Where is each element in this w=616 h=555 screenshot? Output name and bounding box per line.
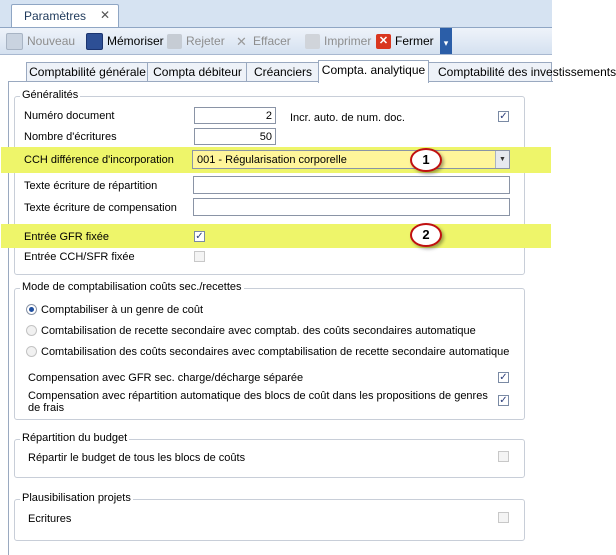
save-button[interactable] xyxy=(86,31,164,51)
radio-genre-cout[interactable] xyxy=(26,304,37,315)
print-button[interactable] xyxy=(305,31,371,51)
save-button-label: Mémoriser xyxy=(107,34,164,48)
repartir-budget-checkbox[interactable] xyxy=(498,451,509,462)
cch-difference-select[interactable] xyxy=(192,150,510,169)
compensation-repartition-label: Compensation avec répartition automatique des blocs de coût dans les propositions de genres de frais xyxy=(28,390,488,414)
compensation-repartition-checkbox[interactable]: ✓ xyxy=(499,395,508,406)
toolbar-overflow-button[interactable]: ▾ xyxy=(440,28,452,54)
delete-icon: ✕ xyxy=(236,33,247,49)
close-icon[interactable]: ✕ xyxy=(100,8,111,22)
cch-difference-label: CCH différence d'incorporation xyxy=(24,154,174,166)
radio-genre-cout-label: Comptabiliser à un genre de coût xyxy=(41,304,204,316)
texte-compensation-label: Texte écriture de compensation xyxy=(24,202,177,214)
reject-button-label: Rejeter xyxy=(186,34,225,48)
reject-icon xyxy=(167,34,182,49)
ecritures-label: Ecritures xyxy=(28,513,72,525)
compensation-gfr-label: Compensation avec GFR sec. charge/décharge séparée xyxy=(28,372,304,384)
numero-document-field[interactable]: 2 xyxy=(194,107,276,124)
nombre-ecritures-label: Nombre d'écritures xyxy=(24,131,117,143)
radio-recette-secondaire-label: Comtabilisation de recette secondaire avec comptab. des coûts secondaires automatique xyxy=(41,325,476,337)
plausibilisation-group xyxy=(14,499,525,541)
repartir-budget-label: Répartir le budget de tous les blocs de coûts xyxy=(28,452,246,464)
entree-gfr-checkbox[interactable]: ✓ xyxy=(195,231,204,242)
entree-cch-sfr-label: Entrée CCH/SFR fixée xyxy=(24,251,135,263)
texte-repartition-label: Texte écriture de répartition xyxy=(24,180,158,192)
ecritures-checkbox[interactable] xyxy=(498,512,509,523)
radio-recette-secondaire[interactable] xyxy=(26,325,37,336)
callout-badge-1: 1 xyxy=(410,148,442,172)
tab-creanciers[interactable]: Créanciers xyxy=(246,62,320,82)
compensation-gfr-checkbox[interactable]: ✓ xyxy=(499,372,508,383)
window-tab-parametres[interactable] xyxy=(11,4,119,27)
mode-comptabilisation-title: Mode de comptabilisation coûts sec./recettes xyxy=(22,281,242,293)
texte-repartition-field[interactable] xyxy=(193,176,510,194)
plausibilisation-title: Plausibilisation projets xyxy=(22,492,131,504)
toolbar xyxy=(0,28,552,55)
cch-difference-value: 001 - Régularisation corporelle xyxy=(197,154,347,166)
close-button[interactable] xyxy=(376,31,434,51)
entree-cch-sfr-checkbox[interactable] xyxy=(194,251,205,262)
incr-auto-checkbox[interactable]: ✓ xyxy=(499,111,508,122)
radio-couts-secondaires-label: Comtabilisation des coûts secondaires avec comptabilisation de recette secondaire automatique xyxy=(41,346,510,358)
close-icon: ✕ xyxy=(376,34,391,49)
chevron-down-icon[interactable]: ▼ xyxy=(495,151,509,168)
reject-button[interactable] xyxy=(167,31,225,51)
tab-comptabilite-generale[interactable]: Comptabilité générale xyxy=(26,62,149,82)
tab-comptabilite-investissements[interactable]: Comptabilité des investissements xyxy=(427,62,552,81)
new-button[interactable] xyxy=(6,31,75,51)
delete-button[interactable] xyxy=(234,31,291,51)
delete-button-label: Effacer xyxy=(253,34,291,48)
tab-compta-analytique[interactable]: Compta. analytique xyxy=(318,60,429,83)
repartition-budget-title: Répartition du budget xyxy=(22,432,128,444)
generalites-title: Généralités xyxy=(22,89,79,101)
callout-badge-2: 2 xyxy=(410,223,442,247)
tab-compta-debiteur[interactable]: Compta débiteur xyxy=(147,62,248,82)
new-doc-icon xyxy=(6,33,23,50)
radio-couts-secondaires[interactable] xyxy=(26,346,37,357)
entree-gfr-label: Entrée GFR fixée xyxy=(24,231,109,243)
incr-auto-label: Incr. auto. de num. doc. xyxy=(290,112,405,124)
window-tab-title: Paramètres xyxy=(24,9,87,23)
new-button-label: Nouveau xyxy=(27,34,76,48)
print-button-label: Imprimer xyxy=(324,34,372,48)
print-icon xyxy=(305,34,320,49)
close-button-label: Fermer xyxy=(395,34,434,48)
texte-compensation-field[interactable] xyxy=(193,198,510,216)
nombre-ecritures-field[interactable]: 50 xyxy=(194,128,276,145)
window-tabstrip xyxy=(0,0,552,28)
save-icon xyxy=(86,33,103,50)
numero-document-label: Numéro document xyxy=(24,110,115,122)
